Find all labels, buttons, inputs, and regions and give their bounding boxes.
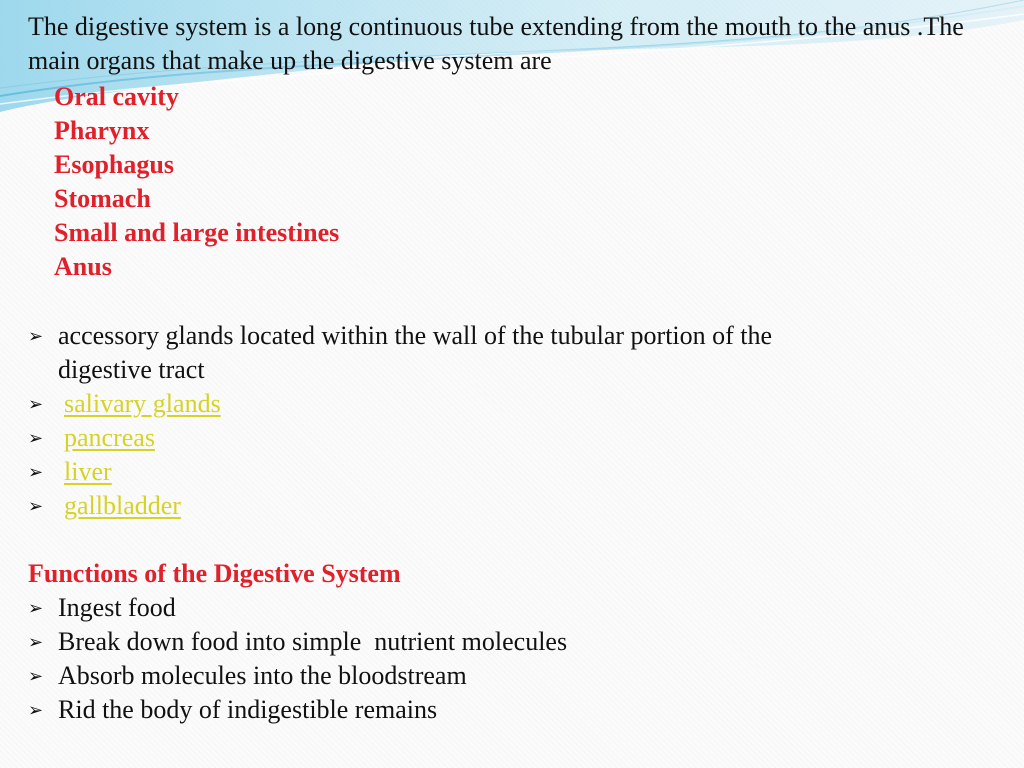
- arrow-bullet-icon: ➢: [28, 632, 44, 653]
- arrow-bullet-icon: ➢: [28, 428, 44, 449]
- arrow-bullet-icon: ➢: [28, 700, 44, 721]
- organ-item: Oral cavity: [54, 82, 179, 111]
- gland-link-gallbladder[interactable]: gallbladder: [64, 491, 181, 520]
- organ-item: Anus: [54, 252, 112, 281]
- function-text: Absorb molecules into the bloodstream: [58, 661, 467, 690]
- functions-heading: Functions of the Digestive System: [28, 559, 401, 588]
- gland-item: [28, 387, 221, 422]
- function-text: Ingest food: [58, 593, 176, 622]
- gland-link-salivary[interactable]: salivary glands: [64, 389, 221, 418]
- intro-paragraph: The digestive system is a long continuous tube extending from the mouth to the anus .The main organs that make up the digestive system are: [28, 12, 964, 75]
- organ-item: Stomach: [54, 184, 151, 213]
- gland-link-liver[interactable]: liver: [64, 457, 112, 486]
- arrow-bullet-icon: ➢: [28, 394, 44, 415]
- function-item: [28, 591, 176, 626]
- function-item: [28, 693, 437, 728]
- gland-item: [28, 455, 112, 490]
- accessory-text-line-2: digestive tract: [58, 355, 205, 384]
- gland-item: [28, 489, 181, 524]
- accessory-glands-bullet: [28, 319, 772, 354]
- organ-item: Small and large intestines: [54, 218, 340, 247]
- function-item: [28, 659, 467, 694]
- arrow-bullet-icon: ➢: [28, 496, 44, 517]
- arrow-bullet-icon: ➢: [28, 598, 44, 619]
- function-text: Break down food into simple nutrient molecules: [58, 627, 568, 656]
- gland-item: [28, 421, 155, 456]
- organ-item: Pharynx: [54, 116, 150, 145]
- arrow-bullet-icon: ➢: [28, 326, 44, 347]
- function-text: Rid the body of indigestible remains: [58, 695, 438, 724]
- gland-link-pancreas[interactable]: pancreas: [64, 423, 155, 452]
- function-item: [28, 625, 567, 660]
- organ-item: Esophagus: [54, 150, 174, 179]
- arrow-bullet-icon: ➢: [28, 666, 44, 687]
- arrow-bullet-icon: ➢: [28, 462, 44, 483]
- accessory-text-line-1: accessory glands located within the wall of the tubular portion of the: [58, 321, 773, 350]
